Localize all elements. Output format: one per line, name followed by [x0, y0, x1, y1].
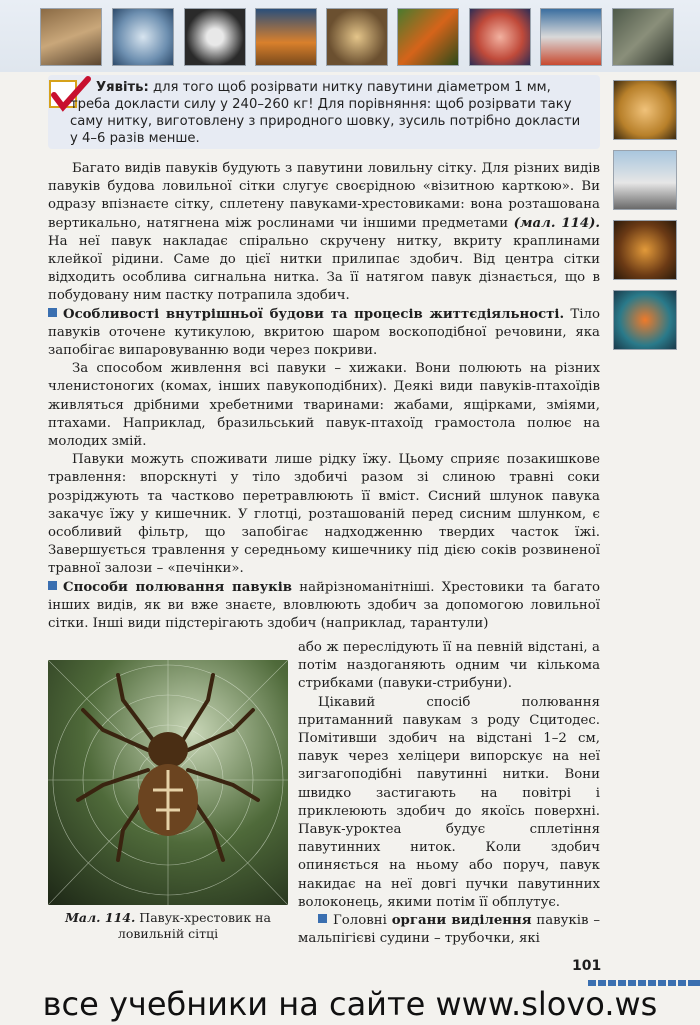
page-number: 101: [572, 958, 602, 974]
section-excretion-title: органи виділення: [391, 913, 532, 929]
thumbnail-coral: [255, 8, 317, 66]
fact-note-lead: Уявіть:: [96, 80, 149, 95]
section-internal-structure: [48, 306, 600, 361]
main-text: [48, 160, 600, 633]
figure-reference: (мал. 114).: [513, 215, 600, 231]
section-marker-icon: [48, 308, 57, 317]
thumbnail-butterfly: [397, 8, 459, 66]
fact-note-body: для того щоб розірвати нитку павутини діаметром 1 мм, треба докласти силу у 240–260 кг! Для порівняння: щоб розірвати таку саму нитку, виготовлену з природного шовку, зусиль потрібно докласти у 4–6 разів менше.: [70, 80, 581, 146]
section-internal-structure-title: Особливості внутрішньої будови та процесів життєдіяльності.: [63, 306, 565, 322]
paragraph-feeding: За способом живлення всі павуки – хижаки. Вони полюють на різних членистоногих (комах, інших павукоподібних). Деякі види павуків-птахоїдів живляться дрібними хребетними тваринами: жабами, ящірками, зміями, птахами. Наприклад, бразильський павук-птахоїд грамостола полює на молодих змій.: [48, 361, 600, 450]
footer-watermark: все учебники на сайте www.slovo.ws: [42, 985, 658, 1023]
paragraph-web-part1: Багато видів павуків будують з павутини ловильну сітку. Для різних видів павуків будова ловильної сітки слугує своєрідною «візитною карткою». Ви одразу впізнаєте сітку, сплетену павуками-хрестовиками: вона розташована вертикально, натягнена між рослинами чи іншими предметами: [48, 161, 600, 231]
spider-photo: [48, 660, 288, 905]
figure-caption: [48, 910, 288, 942]
thumbnail-chipmunk: [40, 8, 102, 66]
fact-note-text: [70, 79, 590, 147]
section-hunting: [48, 579, 600, 634]
paragraph-web-part2: На неї павук накладає спірально скручену нитку, вкриту краплинами клейкої рідини. Саме до цієї нитки прилипає здобич. Від центра сітки відходить особлива сигнальна нитка. За її натягом павук дізнається, що в побудовану ним пастку потрапила здобич.: [48, 233, 600, 304]
section-hunting-title: Способи полювання павуків: [63, 579, 292, 595]
paragraph-web: [48, 160, 600, 306]
thumbnail-radiolarian: [184, 8, 246, 66]
section-marker-icon: [48, 581, 57, 590]
side-thumbnail-tiger: [613, 220, 677, 280]
thumbnail-microorganism: [112, 8, 174, 66]
thumbnail-sea-creature: [326, 8, 388, 66]
section-excretion: [298, 912, 600, 948]
right-column-text: [298, 639, 600, 948]
side-thumbnail-snake: [613, 80, 677, 140]
top-image-strip: [0, 0, 700, 72]
section-hunting-text: найрізноманітніші. Хрестовики та багато інших видів, як ви вже знаєте, вловлюють здобич за допомогою ловильної сітки. Інші види підстерігають здобич (наприклад, тарантули): [48, 579, 600, 632]
section-marker-icon: [318, 914, 327, 923]
thumbnail-stone: [612, 8, 674, 66]
section-excretion-prefix: Головні: [333, 913, 387, 929]
figure-caption-text: Павук-хрестовик на ловильній сітці: [117, 910, 271, 941]
paragraph-digestion: Павуки можуть споживати лише рідку їжу. Цьому сприяє позакишкове травлення: впорскнуті у тіло здобичі разом зі слиною травні соки розріджують та частково перетравлюють її вміст. Сисний шлунок павука закачує їжу у кишечник. У глотці, розташованій перед сисним шлунком, є особливий фільтр, що запобігає надходженню твердих часток їжі. Завершується травлення у середньому кишечнику під дією соків розвиненої травної залози – «печінки».: [48, 452, 600, 577]
side-thumbnail-bird: [613, 150, 677, 210]
side-thumbnail-clownfish: [613, 290, 677, 350]
section-internal-structure-text: Тіло павуків оточене кутикулою, вкритою шаром воскоподібної речовини, яка запобігає випаровуванню води через покриви.: [48, 306, 600, 359]
figure-label: Мал. 114.: [65, 910, 136, 925]
fact-note-box: [48, 75, 600, 149]
paragraph-scytodes: Цікавий спосіб полювання притаманний павукам з роду Сцитодес. Помітивши здобич на відстані 1–2 см, павук через хеліцери випорскує на неї зигзагоподібні павутинні нитки. Вони швидко застигають на повітрі і приклеюють здобич до якоїсь поверхні. Павук-уроктеа будує сплетіння павутинних ниток. Коли здобич опиняється на ньому або поруч, павук накидає на неї довгі пучки павутинних волоконець, якими потім її обплутує.: [298, 694, 600, 910]
section-excretion-text: павуків – мальпігієві судини – трубочки, які: [298, 913, 600, 947]
paragraph-hunting-continued: або ж переслідують її на певній відстані, а потім наздоганяють одним чи кількома стрибками (павуки-стрибуни).: [298, 640, 600, 692]
thumbnail-fish: [540, 8, 602, 66]
thumbnail-anemone: [469, 8, 531, 66]
